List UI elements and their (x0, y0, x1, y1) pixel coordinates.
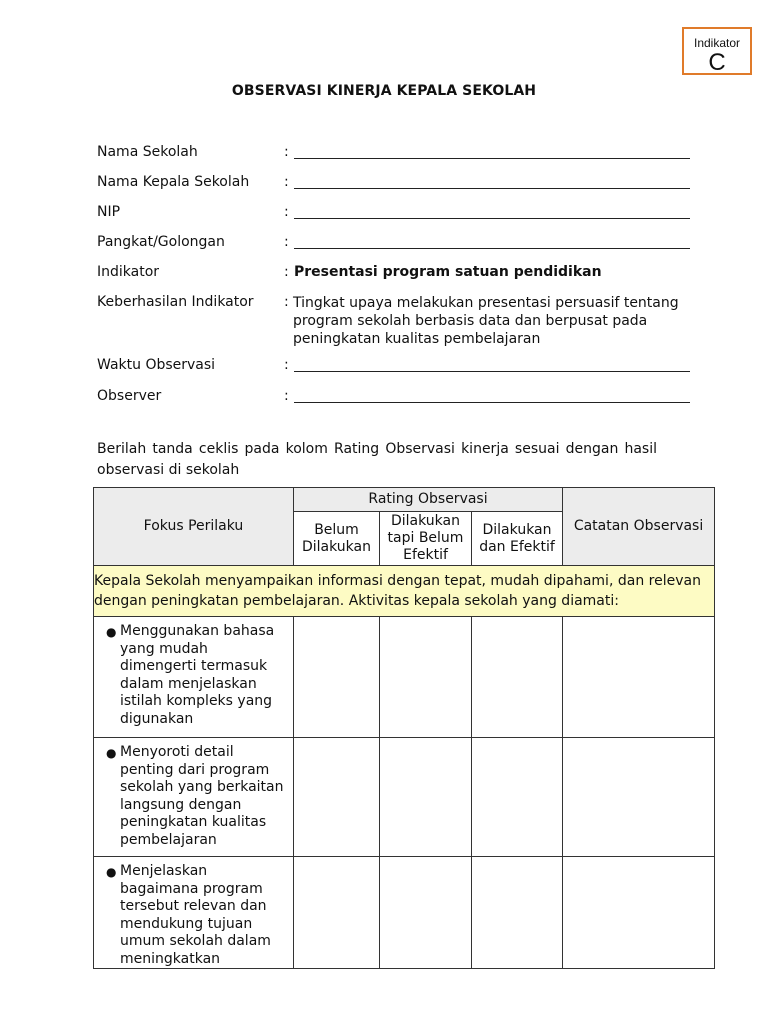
indikator-value: Presentasi program satuan pendidikan (294, 264, 602, 280)
instruction-text: Berilah tanda ceklis pada kolom Rating Observasi kinerja sesuai dengan hasil observasi di sekolah (97, 441, 657, 478)
label-indikator: Indikator (97, 264, 160, 280)
rating-belum-cell[interactable] (294, 617, 380, 738)
observer-field[interactable] (294, 402, 690, 403)
rating-tapi-cell[interactable] (380, 617, 472, 738)
waktu-observasi-field[interactable] (294, 371, 690, 372)
label-observer: Observer (97, 388, 162, 404)
focus-statement: Kepala Sekolah menyampaikan informasi dengan tepat, mudah dipahami, dan relevan dengan peningkatan pembelajaran. Aktivitas kepala sekolah yang diamati: (94, 566, 715, 617)
badge-label: Indikator (693, 36, 741, 50)
header-dilakukan-dan-efektif: Dilakukan dan Efektif (472, 512, 563, 566)
header-belum-dilakukan: Belum Dilakukan (294, 512, 380, 566)
table-row (94, 617, 715, 738)
item-text: Menyoroti detail penting dari program sekolah yang berkaitan langsung dengan peningkatan kualitas pembelajaran (120, 744, 284, 848)
nip-field[interactable] (294, 218, 690, 219)
catatan-cell[interactable] (563, 738, 715, 857)
keberhasilan-indikator-value: Tingkat upaya melakukan presentasi persuasif tentang program sekolah berbasis data dan berpusat pada peningkatan kualitas pembelajaran (293, 295, 679, 347)
colon: : (284, 357, 289, 373)
table-row (94, 857, 715, 969)
rating-tapi-cell[interactable] (380, 857, 472, 969)
colon: : (284, 174, 289, 190)
rating-tapi-cell[interactable] (380, 738, 472, 857)
observation-table (93, 487, 715, 969)
catatan-cell[interactable] (563, 617, 715, 738)
colon: : (284, 388, 289, 404)
label-nip: NIP (97, 204, 121, 220)
rating-efektif-cell[interactable] (472, 738, 563, 857)
rating-efektif-cell[interactable] (472, 857, 563, 969)
behavior-item (94, 857, 294, 969)
colon: : (284, 204, 289, 220)
header-dilakukan-tapi-belum-efektif: Dilakukan tapi Belum Efektif (380, 512, 472, 566)
bullet-icon: ● (106, 625, 117, 639)
nama-kepala-sekolah-field[interactable] (294, 188, 690, 189)
header-rating-observasi: Rating Observasi (294, 488, 563, 512)
label-keberhasilan-indikator: Keberhasilan Indikator (97, 294, 254, 310)
behavior-item (94, 738, 294, 857)
header-catatan-observasi: Catatan Observasi (563, 488, 715, 566)
bullet-icon: ● (106, 746, 117, 760)
label-nama-sekolah: Nama Sekolah (97, 144, 198, 160)
colon: : (284, 294, 289, 310)
rating-belum-cell[interactable] (294, 857, 380, 969)
rating-belum-cell[interactable] (294, 738, 380, 857)
behavior-item (94, 617, 294, 738)
label-nama-kepala-sekolah: Nama Kepala Sekolah (97, 174, 250, 190)
label-waktu-observasi: Waktu Observasi (97, 357, 216, 373)
table-row (94, 738, 715, 857)
page-title: OBSERVASI KINERJA KEPALA SEKOLAH (231, 83, 537, 99)
indikator-badge (682, 27, 752, 75)
label-pangkat-golongan: Pangkat/Golongan (97, 234, 225, 250)
badge-letter: C (708, 49, 726, 76)
colon: : (284, 264, 289, 280)
colon: : (284, 144, 289, 160)
header-fokus-perilaku: Fokus Perilaku (94, 488, 294, 566)
colon: : (284, 234, 289, 250)
pangkat-golongan-field[interactable] (294, 248, 690, 249)
catatan-cell[interactable] (563, 857, 715, 969)
item-text: Menggunakan bahasa yang mudah dimengerti termasuk dalam menjelaskan istilah kompleks yang digunakan (120, 623, 275, 727)
bullet-icon: ● (106, 865, 117, 879)
item-text: Menjelaskan bagaimana program tersebut relevan dan mendukung tujuan umum sekolah dalam meningkatkan (120, 863, 271, 967)
rating-efektif-cell[interactable] (472, 617, 563, 738)
nama-sekolah-field[interactable] (294, 158, 690, 159)
